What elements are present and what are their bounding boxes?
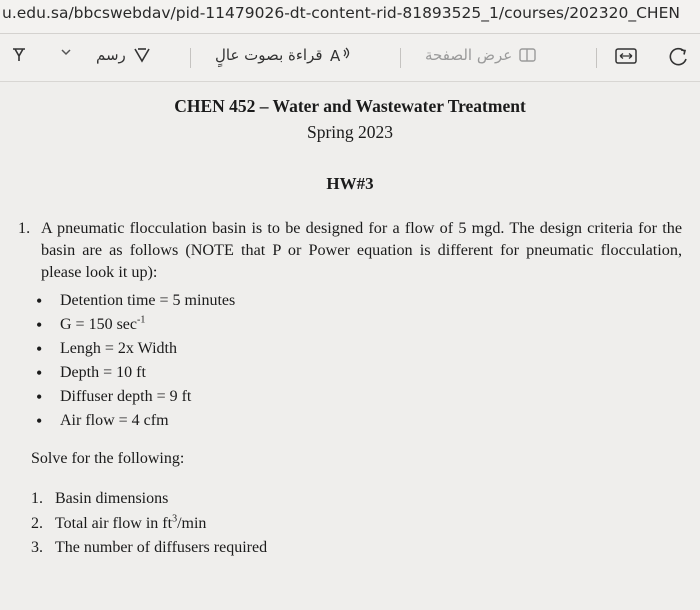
read-aloud-icon <box>329 46 353 64</box>
toolbar-separator <box>596 48 597 68</box>
exponent: -1 <box>137 314 146 326</box>
criteria-item: • Lengh = 2x Width <box>36 337 235 361</box>
question-1 <box>18 217 682 283</box>
draw-icon <box>132 46 152 64</box>
draw-button[interactable] <box>96 46 152 64</box>
criteria-item: • G = 150 $\sec^{-1}$ <box>36 313 235 337</box>
toolbar-separator <box>400 48 401 68</box>
page-view-label: عرض الصفحة <box>425 46 513 64</box>
read-aloud-button[interactable] <box>215 46 353 64</box>
toolbar-separator <box>190 48 191 68</box>
question-number: 1. <box>18 219 31 237</box>
highlight-options-button[interactable] <box>60 46 72 58</box>
chevron-down-icon <box>60 46 72 58</box>
homework-title: HW#3 <box>326 174 374 193</box>
fit-width-icon <box>614 46 638 66</box>
criteria-item: • Detention time = 5 minutes <box>36 289 235 313</box>
draw-label: رسم <box>96 46 126 64</box>
task-item: 2. Total air flow in $ft^3/\min$ <box>31 513 207 532</box>
term-label: Spring 2023 <box>306 122 394 142</box>
question-text: A pneumatic flocculation basin is to be designed for a flow of 5 mgd. The design criteria for the basin are as follows (NOTE that P or Power equation is different for pneumatic flocculation, please look it up): <box>41 219 682 281</box>
criteria-item: • Depth = 10 ft <box>36 361 235 385</box>
design-criteria-list <box>36 289 235 433</box>
read-aloud-label: قراءة بصوت عالٍ <box>215 46 323 64</box>
highlight-button[interactable] <box>10 46 28 64</box>
svg-text:A: A <box>329 47 340 64</box>
pdf-page <box>0 82 700 610</box>
pdf-toolbar <box>0 34 700 82</box>
fit-width-button[interactable] <box>614 46 638 66</box>
page-view-icon <box>518 46 538 64</box>
page-view-button[interactable] <box>425 46 538 64</box>
address-bar[interactable] <box>0 0 700 34</box>
course-title: CHEN 452 – Water and Wastewater Treatment <box>174 96 526 116</box>
solve-label: Solve for the following: <box>31 450 185 467</box>
tasks-list <box>31 487 267 561</box>
rotate-icon <box>668 46 690 68</box>
exponent: 3 <box>172 513 178 525</box>
task-item: 3. The number of diffusers required <box>31 539 268 556</box>
task-item: 1. Basin dimensions <box>31 490 169 507</box>
url-text: u.edu.sa/bbcswebdav/pid-11479026-dt-content-rid-81893525_1/courses/202320_CHEN <box>2 4 680 22</box>
rotate-button[interactable] <box>668 46 690 68</box>
criteria-item: • Diffuser depth = 9 ft <box>36 385 235 409</box>
criteria-item: • Air flow = 4 cfm <box>36 409 235 433</box>
highlight-icon <box>10 46 28 64</box>
